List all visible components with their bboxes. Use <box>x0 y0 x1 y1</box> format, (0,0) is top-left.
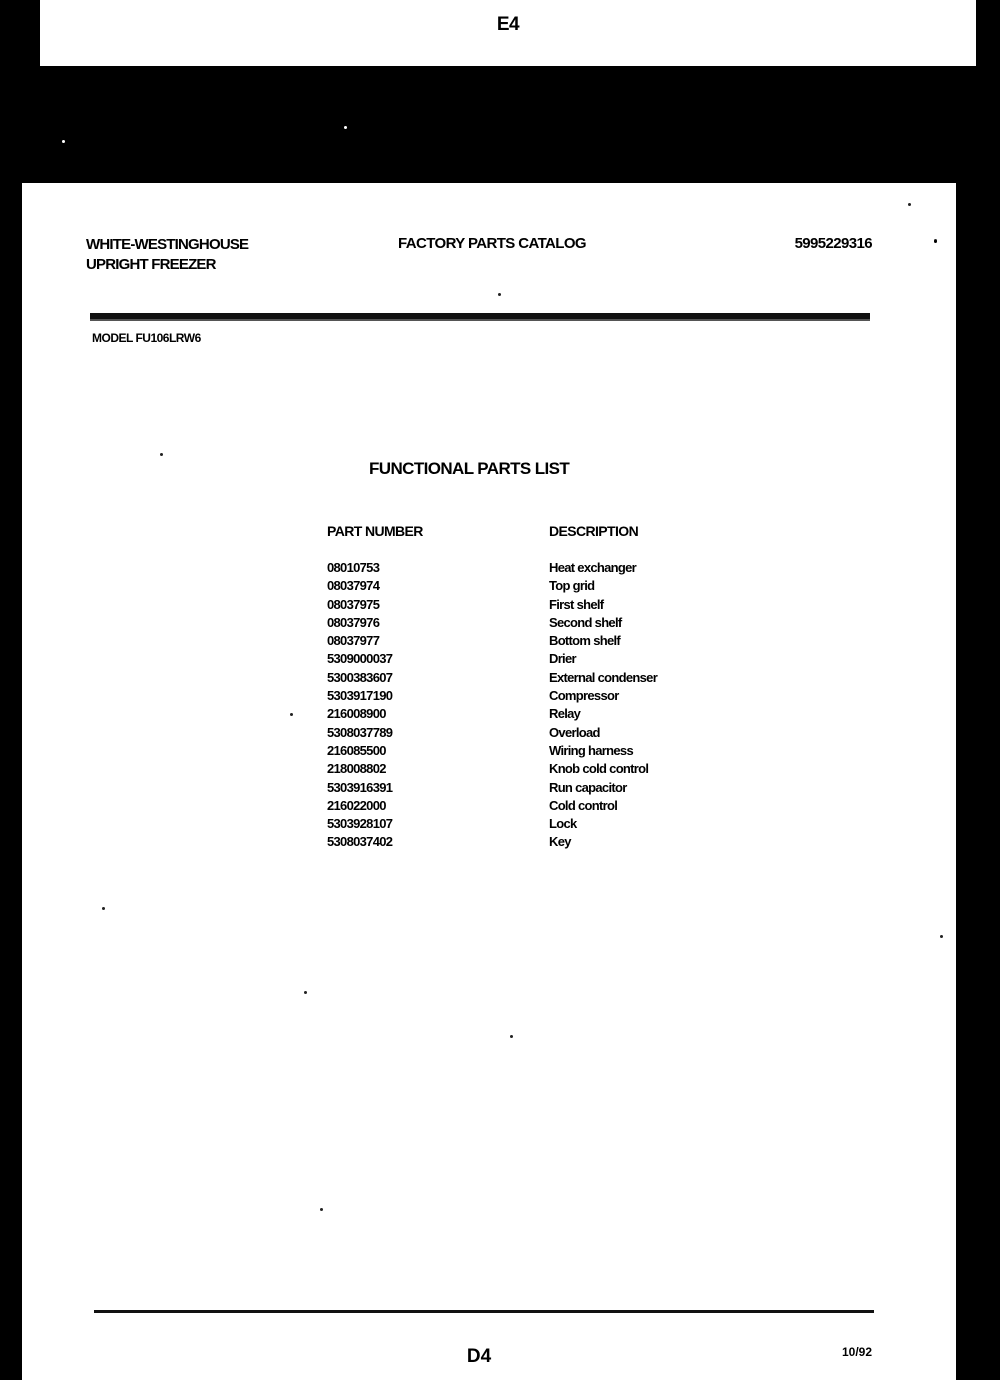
description-cell: Lock <box>549 816 577 832</box>
part-number-cell: 08037974 <box>327 578 380 594</box>
scan-speck <box>934 240 937 243</box>
revision-date: 10/92 <box>841 1345 872 1359</box>
page-number: D4 <box>466 1346 492 1367</box>
table-row <box>327 705 747 723</box>
table-row <box>327 779 747 797</box>
table-row <box>327 833 747 851</box>
scan-speck <box>320 1208 323 1211</box>
column-header-part-number: PART NUMBER <box>327 523 423 539</box>
table-row <box>327 815 747 833</box>
part-number-cell: 5300383607 <box>327 669 393 685</box>
part-number-cell: 08037975 <box>327 596 380 612</box>
description-cell: Run capacitor <box>549 779 627 795</box>
page-edge <box>0 66 40 72</box>
parts-table <box>327 559 747 852</box>
brand-name: WHITE-WESTINGHOUSE <box>86 236 249 253</box>
description-cell: External condenser <box>549 669 658 685</box>
catalog-number: 5995229316 <box>794 235 872 252</box>
description-cell: Knob cold control <box>549 761 649 777</box>
table-row <box>327 724 747 742</box>
table-row <box>327 614 747 632</box>
description-cell: First shelf <box>549 596 604 612</box>
scan-speck <box>344 126 347 129</box>
table-row <box>327 742 747 760</box>
description-cell: Overload <box>549 724 600 740</box>
table-row <box>327 760 747 778</box>
part-number-cell: 216022000 <box>327 797 386 813</box>
part-number-cell: 218008802 <box>327 761 386 777</box>
table-row <box>327 577 747 595</box>
part-number-cell: 216008900 <box>327 706 386 722</box>
table-row <box>327 650 747 668</box>
description-cell: Compressor <box>549 688 619 704</box>
part-number-cell: 08037977 <box>327 633 380 649</box>
scan-speck <box>908 203 911 206</box>
parts-list-title: FUNCTIONAL PARTS LIST <box>369 459 570 478</box>
description-cell: Relay <box>549 706 581 722</box>
footer-rule <box>94 1310 874 1313</box>
scan-speck <box>498 293 501 296</box>
part-number-cell: 5303917190 <box>327 688 393 704</box>
previous-page-label: E4 <box>496 14 520 35</box>
scan-speck <box>160 453 163 456</box>
table-row <box>327 632 747 650</box>
catalog-title: FACTORY PARTS CATALOG <box>398 235 586 252</box>
description-cell: Key <box>549 834 571 850</box>
part-number-cell: 08037976 <box>327 614 380 630</box>
table-row <box>327 596 747 614</box>
part-number-cell: 5309000037 <box>327 651 393 667</box>
part-number-cell: 08010753 <box>327 560 380 575</box>
scan-speck <box>510 1035 513 1038</box>
description-cell: Drier <box>549 651 576 667</box>
scan-speck <box>304 991 307 994</box>
model-number: MODEL FU106LRW6 <box>92 331 201 345</box>
description-cell: Wiring harness <box>549 742 633 758</box>
part-number-cell: 5308037402 <box>327 834 393 850</box>
product-type: UPRIGHT FREEZER <box>86 256 216 273</box>
description-cell: Top grid <box>549 578 595 594</box>
column-header-description: DESCRIPTION <box>549 523 639 539</box>
catalog-page <box>22 183 956 1380</box>
part-number-cell: 216085500 <box>327 742 386 758</box>
part-number-cell: 5303928107 <box>327 816 393 832</box>
part-number-cell: 5303916391 <box>327 779 393 795</box>
description-cell: Heat exchanger <box>549 560 637 575</box>
table-row <box>327 797 747 815</box>
part-number-cell: 5308037789 <box>327 724 393 740</box>
description-cell: Second shelf <box>549 614 622 630</box>
description-cell: Cold control <box>549 797 618 813</box>
description-cell: Bottom shelf <box>549 633 621 649</box>
scan-speck <box>940 935 943 938</box>
table-row <box>327 669 747 687</box>
scan-speck <box>290 713 293 716</box>
previous-page-strip <box>40 0 976 66</box>
scan-speck <box>102 907 105 910</box>
table-row <box>327 559 747 577</box>
table-row <box>327 687 747 705</box>
header-rule <box>90 313 870 321</box>
scan-speck <box>62 140 65 143</box>
